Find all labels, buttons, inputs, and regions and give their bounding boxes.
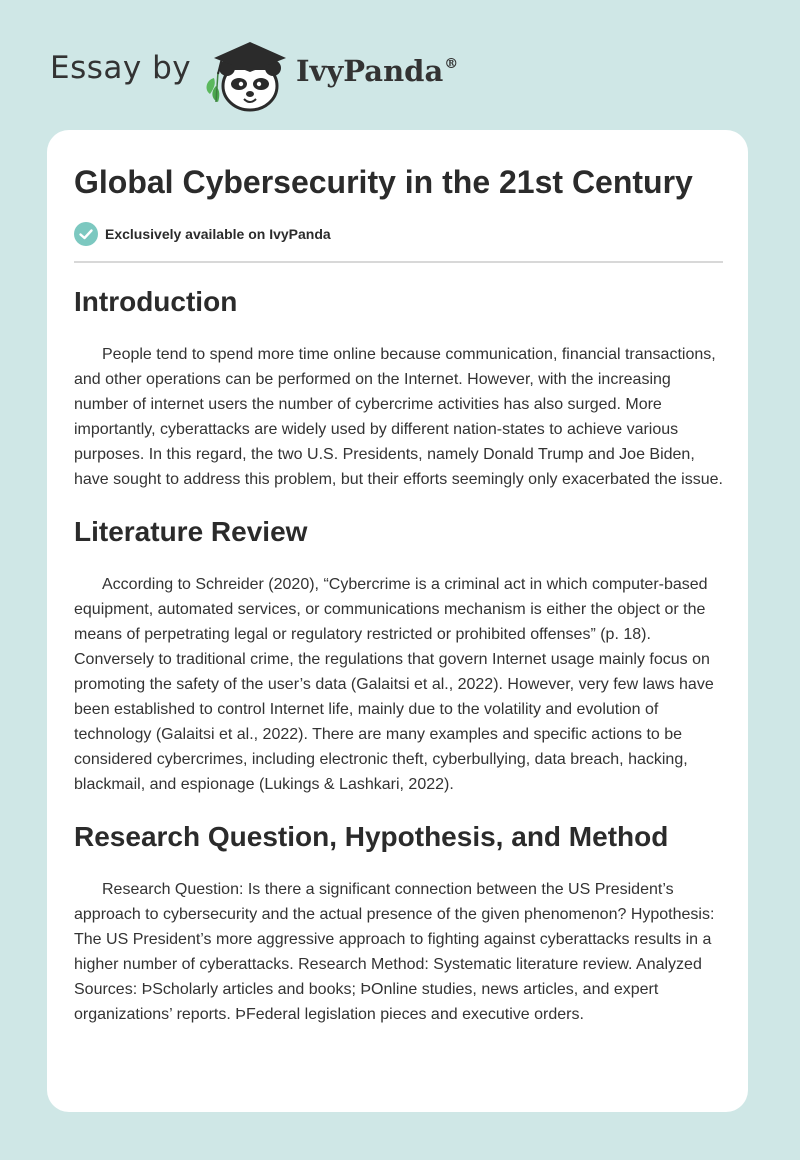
check-circle-icon: [74, 222, 98, 246]
page-title: Global Cybersecurity in the 21st Century: [74, 164, 693, 200]
badge-text: Exclusively available on IvyPanda: [105, 226, 331, 242]
section-paragraph: According to Schreider (2020), “Cybercrime is a criminal act in which computer-based equipment, automated services, or communications mechanism is either the object or the means of perpetrating legal or regulatory restricted or prohibited offenses” (p. 18). Conversely to traditional crime, the regulations that govern Internet usage mainly focus on promoting the safety of the user’s data (Galaitsi et al., 2022). However, very few laws have been established to control Internet life, mainly due to the volatility and evolution of technology (Galaitsi et al., 2022). There are many examples and specific actions to be considered cybercrimes, including electronic theft, cyberbullying, data breach, hacking, blackmail, and espionage (Lukings & Lashkari, 2022).: [74, 576, 714, 793]
essay-card: [47, 130, 748, 1112]
essay-content: [74, 280, 724, 1027]
exclusive-badge: [74, 222, 331, 246]
brand-header[interactable]: [50, 36, 470, 116]
section-heading: Introduction: [74, 286, 238, 317]
section-research-question: [74, 815, 724, 1027]
section-heading: Literature Review: [74, 516, 308, 547]
section-paragraph: Research Question: Is there a significant connection between the US President’s approach to cybersecurity and the actual presence of the given phenomenon? Hypothesis: The US President’s more aggressive approach to fighting against cyberattacks results in a higher number of cyberattacks. Research Method: Systematic literature review. Analyzed Sources: ÞScholarly articles and books; ÞOnline studies, news articles, and expert organizations’ reports. ÞFederal legislation pieces and executive orders.: [74, 881, 715, 1023]
section-introduction: [74, 280, 724, 492]
brand-name: IvyPanda®: [296, 54, 459, 88]
section-paragraph: People tend to spend more time online because communication, financial transactions, and other operations can be performed on the Internet. However, with the increasing number of internet users the number of cybercrime activities has also surged. More importantly, cyberattacks are widely used by different nation-states to achieve various purposes. In this regard, the two U.S. Presidents, namely Donald Trump and Joe Biden, have sought to address this problem, but their efforts seemingly only exacerbated the issue.: [74, 346, 723, 488]
brand-prefix: Essay by: [50, 50, 192, 86]
section-literature-review: [74, 510, 724, 797]
title-divider: [74, 261, 723, 263]
panda-logo-icon: [202, 36, 292, 112]
section-heading: Research Question, Hypothesis, and Method: [74, 821, 669, 852]
